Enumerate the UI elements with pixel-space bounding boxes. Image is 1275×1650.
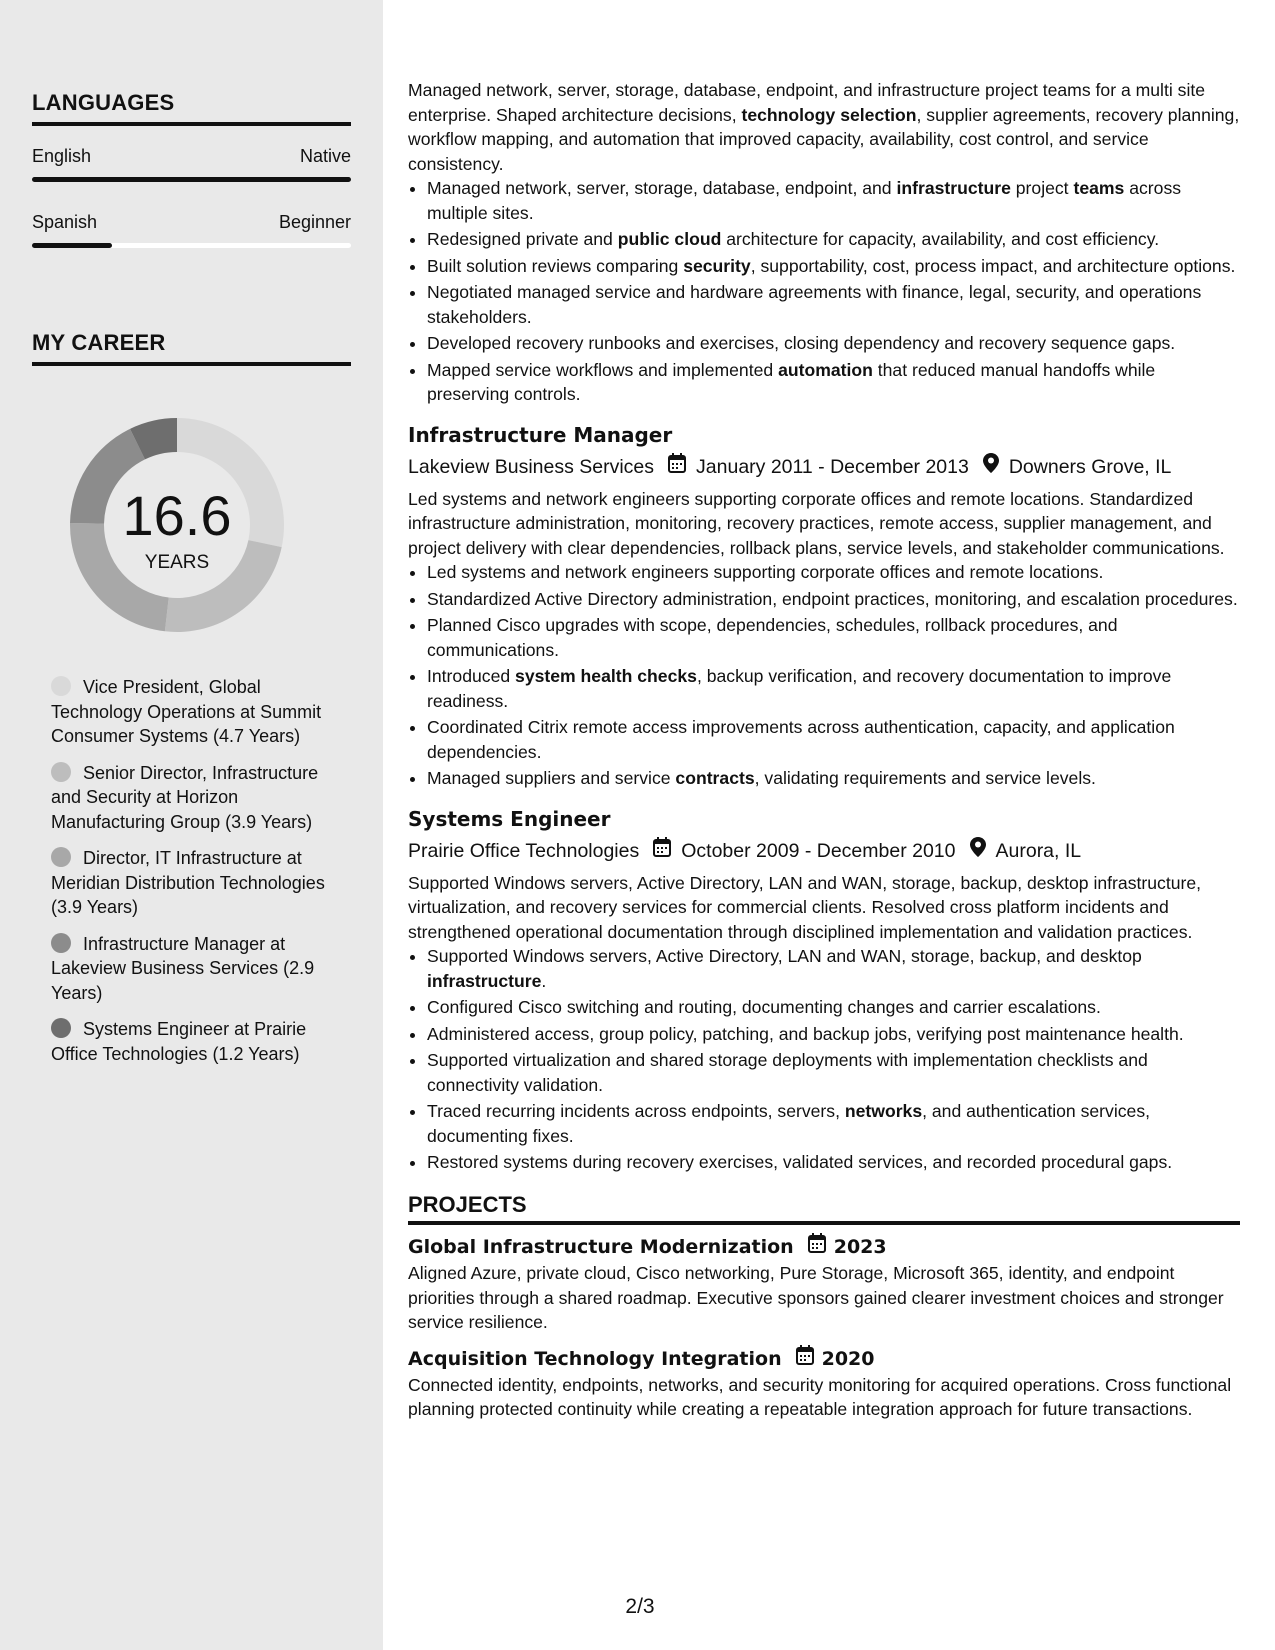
legend-dot [51,676,71,696]
bullet-item: • Mapped service workflows and implemented automation that reduced manual handoffs while preserving controls. [427,358,1240,407]
job-summary: Supported Windows servers, Active Directory, LAN and WAN, storage, backup, desktop infrastructure, virtualization, and recovery services for commercial clients. Resolved cross platform incidents and strengthened operational documentation through disciplined implementation and validation practices. [408,872,1202,942]
language-proficiency-bar [32,243,351,248]
legend-dot [51,847,71,867]
page-number: 2/3 [625,1595,655,1618]
career-section [32,330,351,366]
projects-section [408,1193,1240,1422]
legend-label: Senior Director, Infrastructure and Security at Horizon Manufacturing Group (3.9 Years) [51,762,319,832]
job-title: Infrastructure Manager [408,422,673,447]
job-entry [408,421,1240,791]
project-item [408,1345,1240,1422]
calendar-icon [808,1233,826,1261]
legend-dot [51,1018,71,1038]
language-level: Native [299,146,351,166]
bullet-item: • Managed network, server, storage, database, endpoint, and infrastructure project teams across multiple sites. [427,176,1240,225]
legend-dot [51,762,71,782]
job-bullets [408,560,1240,791]
language-proficiency-bar [32,177,351,182]
project-item [408,1233,1240,1335]
bullet-item: • Introduced system health checks, backup verification, and recovery documentation to improve readiness. [427,664,1240,713]
language-name: English [32,146,92,166]
bullet-item: • Coordinated Citrix remote access improvements across authentication, capacity, and application dependencies. [427,715,1240,764]
company-name: Prairie Office Technologies [408,839,640,862]
legend-label: Director, IT Infrastructure at Meridian Distribution Technologies (3.9 Years) [51,848,325,917]
projects-title: PROJECTS [408,1193,1240,1226]
job-entry [408,805,1240,1175]
project-year: 2023 [833,1236,887,1258]
job-meta [408,837,1240,865]
company-name: Lakeview Business Services [408,455,655,478]
legend-dot [51,933,71,953]
career-title: MY CAREER [32,330,351,366]
calendar-icon [796,1345,814,1373]
language-name: Spanish [32,212,98,232]
career-legend-item [51,761,341,835]
career-legend-item [51,846,341,920]
languages-title: LANGUAGES [32,90,351,126]
job-summary: Led systems and network engineers supporting corporate offices and remote locations. Standardized infrastructure administration, monitoring, recovery practices, remote access, supplier management, and project delivery with clear dependencies, rollback plans, service levels, and stakeholder communications. [408,488,1225,558]
career-legend [51,675,341,1078]
bullet-item: • Developed recovery runbooks and exercises, closing dependency and recovery sequence gaps. [427,331,1240,356]
intro-summary: Managed network, server, storage, database, endpoint, and infrastructure project teams for a multi site enterprise. Shaped architecture decisions, technology selection, supplier agreements, recovery planning, workflow mapping, and automation that improved capacity, availability, cost control, and service consistency. [408,80,1240,174]
bullet-item: • Redesigned private and public cloud architecture for capacity, availability, and cost efficiency. [427,227,1240,252]
bullet-item: • Led systems and network engineers supporting corporate offices and remote locations. [427,560,1240,585]
main-content [408,78,1240,1422]
bullet-item: • Supported virtualization and shared storage deployments with implementation checklists and connectivity validation. [427,1048,1240,1097]
bullet-item: • Managed suppliers and service contracts, validating requirements and service levels. [427,766,1240,791]
career-legend-item [51,675,341,749]
job-meta [408,453,1240,481]
bullet-item: • Administered access, group policy, patching, and backup jobs, verifying post maintenance health. [427,1022,1240,1047]
calendar-icon [668,453,686,481]
bullet-item: • Restored systems during recovery exercises, validated services, and recorded procedural gaps. [427,1150,1240,1175]
career-donut-chart [62,410,292,640]
bullet-item: • Standardized Active Directory administration, endpoint practices, monitoring, and escalation procedures. [427,587,1240,612]
language-item [32,146,351,182]
career-total-unit: YEARS [144,552,210,573]
project-description: Aligned Azure, private cloud, Cisco networking, Pure Storage, Microsoft 365, identity, and endpoint priorities through a shared roadmap. Executive sponsors gained clearer investment choices and stronger service resilience. [408,1263,1224,1332]
map-pin-icon [970,837,986,865]
bullet-item: • Negotiated managed service and hardware agreements with finance, legal, security, and operations stakeholders. [427,280,1240,329]
bullet-item: • Supported Windows servers, Active Directory, LAN and WAN, storage, backup, and desktop infrastructure. [427,944,1240,993]
project-title: Global Infrastructure Modernization [408,1236,794,1258]
bullet-item: • Planned Cisco upgrades with scope, dependencies, schedules, rollback procedures, and communications. [427,613,1240,662]
career-legend-item [51,1017,341,1066]
sidebar [0,0,383,1650]
project-title: Acquisition Technology Integration [408,1347,782,1370]
job-title: Systems Engineer [408,806,611,831]
job-location: Aurora, IL [995,839,1082,862]
calendar-icon [653,837,671,865]
job-location: Downers Grove, IL [1008,455,1172,478]
language-proficiency-fill [32,243,112,248]
job-bullets [408,944,1240,1175]
bullet-item: • Configured Cisco switching and routing, documenting changes and carrier escalations. [427,995,1240,1020]
map-pin-icon [983,453,999,481]
project-year: 2020 [821,1347,875,1370]
languages-section [32,90,351,248]
legend-label: Vice President, Global Technology Operations at Summit Consumer Systems (4.7 Years) [51,677,322,746]
language-proficiency-fill [32,177,351,182]
career-legend-item [51,932,341,1006]
project-description: Connected identity, endpoints, networks, and security monitoring for acquired operations. Cross functional planning protected continuity while creating a repeatable integration approach for future transactions. [408,1374,1232,1419]
language-item [32,212,351,248]
language-level: Beginner [278,212,351,232]
job-dates: January 2011 - December 2013 [696,455,969,478]
intro-bullets [408,176,1240,407]
bullet-item: • Built solution reviews comparing security, supportability, cost, process impact, and architecture options. [427,254,1240,279]
bullet-item: • Traced recurring incidents across endpoints, servers, networks, and authentication services, documenting fixes. [427,1099,1240,1148]
job-dates: October 2009 - December 2010 [681,839,956,862]
career-total-value: 16.6 [122,484,232,547]
legend-label: Systems Engineer at Prairie Office Technologies (1.2 Years) [51,1019,307,1064]
legend-label: Infrastructure Manager at Lakeview Business Services (2.9 Years) [51,933,315,1003]
